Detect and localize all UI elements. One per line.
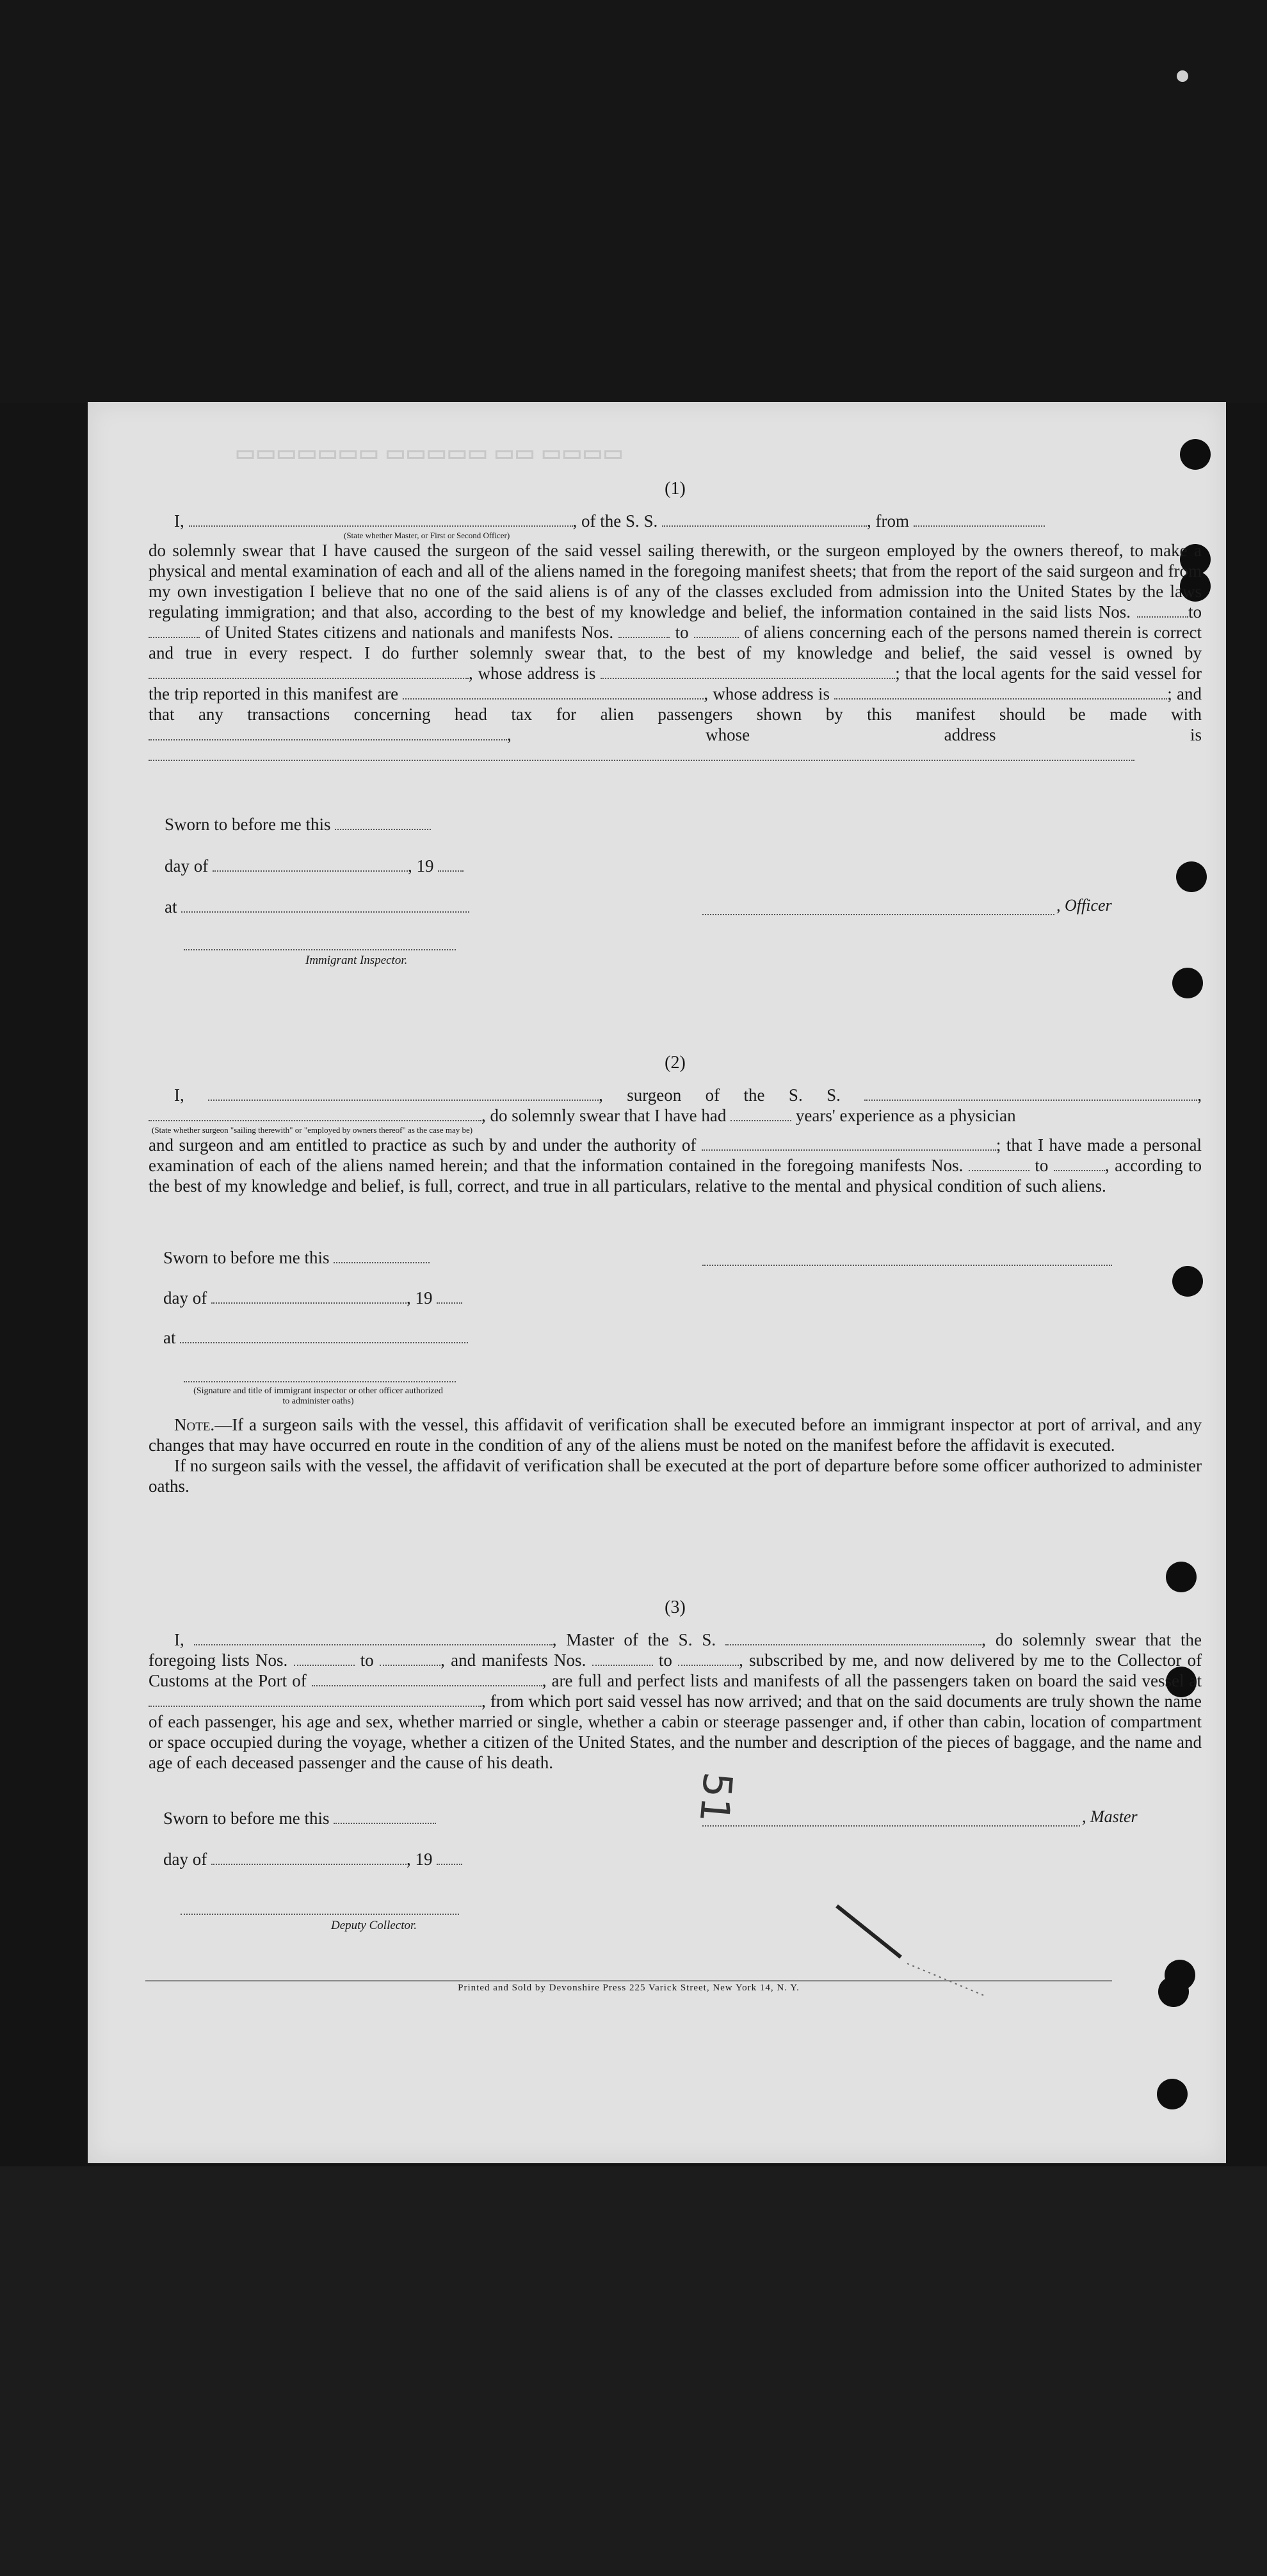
month-field[interactable] [211,1851,407,1865]
authority-field[interactable] [702,1137,996,1151]
to-label: to [1188,602,1202,621]
sworn-line-2 [163,1248,430,1268]
body-text: , are full and perfect lists and manifests of all the passengers taken on board the said vessel at [542,1671,1202,1690]
deputy-caption: Deputy Collector. [331,1919,417,1932]
section-number: (1) [665,479,686,499]
dust-speck [1177,70,1188,82]
footer-rule [145,1980,1112,1981]
section-2-surgeon-affidavit [149,1053,1202,1196]
body-text: that I have made a personal examination of each of the aliens named herein; and that the information contained in the foregoing manifests Nos. [149,1135,1202,1175]
label-i: I, [174,1085,184,1105]
owner-field[interactable] [149,665,469,679]
note-block [149,1414,1202,1496]
body-text: , from which [481,1692,571,1711]
punch-hole-icon [1176,861,1207,892]
to-label: to [360,1651,374,1670]
master-name-field[interactable] [189,513,573,527]
from-label: , from [867,511,909,531]
owner-address-field[interactable] [601,665,895,679]
body-text: , according to the best of my knowledge and belief, is full, correct, and true in all particulars, relative to the mental and physical condition of such aliens. [149,1156,1202,1196]
surgeon-vessel-field[interactable] [864,1087,1197,1101]
section-3-master-certificate [149,1597,1202,1773]
day-of-label: day of [163,1850,207,1869]
year-label: , 19 [406,1850,433,1869]
year-label: , 19 [407,856,434,876]
note-paragraph-1 [149,1414,1202,1455]
surgeon-status-field[interactable] [149,1107,481,1121]
sworn-day-field[interactable] [334,1249,430,1263]
place-field[interactable] [180,1329,468,1343]
body-text: do solemnly swear that I have caused the surgeon of the said vessel sailing therewith, or the surgeon employed by the owners thereof, to make a physical and mental examination of each and all of the aliens named in the foregoing manifest sheets; that from the report of the said surgeon and from my own investigation I believe that no one of the said aliens is of any of the classes excluded from admission into the United States by the laws regulating immigration; and that also, according to the best of my knowledge and belief, the information contained in the said lists Nos. [149,541,1202,621]
body-text: , and manifests Nos. [440,1651,586,1670]
from-port-field[interactable] [914,513,1045,527]
manifests-to-field[interactable] [678,1652,739,1666]
to-label: to [658,1651,672,1670]
lists-from-field[interactable] [294,1652,355,1666]
note-paragraph-2: If no surgeon sails with the vessel, the affidavit of verification shall be executed at the port of departure before some officer authorized to administer oaths. [149,1456,1202,1496]
section-number: (3) [665,1597,686,1617]
body-text: , subscribed by me, and now delivered by me to the Collector of Customs at the Port of [149,1651,1202,1690]
body-text: ; and that any transactions concerning head tax for alien passengers shown by this manifest should be made with [149,684,1202,724]
body-text: of United States citizens and nationals and manifests Nos. [205,623,614,642]
year-field[interactable] [437,1290,462,1304]
body-text: and surgeon and am entitled to practice as such by and under the authority of [149,1135,697,1155]
master-signature-line[interactable] [702,1825,1080,1827]
section-3-body [149,1629,1202,1773]
surgeon-manifests-from-field[interactable] [969,1157,1029,1171]
master-name-line [149,511,1202,531]
surgeon-signature-line[interactable] [702,1265,1112,1266]
section-1-master-affidavit [149,479,1202,765]
section-2-body: and surgeon and am entitled to practice as such by and under the authority of ; that I have made a personal examination of each of the aliens named herein; and that the information contained in the foregoing manifests Nos. to , according to the best of my knowledge and belief, is full, correct, and true in all particulars, relative to the mental and physical condition of such aliens. [149,1135,1202,1196]
body-text: that the local agents for the said vessel for the trip reported in this manifest are [149,664,1202,703]
month-field[interactable] [211,1290,407,1304]
lists-to-field[interactable] [149,624,200,638]
body-text: , do solemnly [981,1630,1086,1649]
surgeon-name-line: I, , surgeon of the S. S. , , do solemnly swear that I have had years' experience as a physician [149,1085,1202,1126]
lists-to-field[interactable] [380,1652,440,1666]
at-label: at [165,897,177,916]
body-text: years' experience as a physician [795,1106,1016,1125]
agents-address-field[interactable] [834,685,1167,700]
manifests-to-field[interactable] [694,624,739,638]
punch-hole-icon [1166,1562,1197,1592]
handwritten-number: 51 [690,1770,742,1825]
day-line-2 [163,1288,462,1308]
embark-port-field[interactable] [149,1693,481,1707]
vessel-label: , of the S. S. [572,511,658,531]
at-line-2 [163,1328,468,1348]
year-field[interactable] [437,1851,462,1865]
sworn-day-field[interactable] [335,816,431,830]
label-i: I, [174,511,184,531]
day-of-label: day of [165,856,209,876]
sworn-day-field[interactable] [334,1810,436,1824]
officer-label: , Officer [1056,896,1112,915]
surgeon-caption: (State whether surgeon "sailing therewith" or "employed by owners thereof" as the case may be) [152,1125,473,1135]
master-caption: (State whether Master, or First or Second Officer) [344,531,510,540]
scanner-background-bottom [0,2166,1267,2576]
head-tax-address-field[interactable] [149,747,1134,761]
body-text: swear that the foregoing lists Nos. [149,1630,1202,1670]
inspector-caption: Immigrant Inspector. [305,954,408,967]
surgeon-manifests-to-field[interactable] [1054,1157,1105,1171]
at-line-1 [165,897,469,917]
officer-signature-line[interactable] [702,914,1054,915]
surgeon-name-field[interactable] [208,1087,599,1101]
section-1-body: do solemnly swear that I have caused the surgeon of the said vessel sailing therewith, or the surgeon employed by the owners thereof, to make a physical and mental examination of each and all of the aliens named in the foregoing manifest sheets; that from the report of the said surgeon and from my own investigation I believe that no one of the said aliens is of any of the classes excluded from admission into the United States by the laws regulating immigration; and that also, according to the best of my knowledge and belief, the information contained in the said lists Nos. to of United States citizens and nationals and manifests Nos. to of aliens concerning each of the persons named therein is correct and true in every respect. I do further solemnly swear that, to the best of my knowledge and belief, the said vessel is owned by , whose address is ; that the local agents for the said vessel for the trip reported in this manifest are , whose address is ; and that any transactions concerning head tax for alien passengers shown by this manifest should be made with , whose address is [149,540,1202,765]
sworn-line-3 [163,1809,436,1828]
to-label: to [1035,1156,1049,1175]
address-label: , whose address is [507,725,1202,744]
officer-signature-line[interactable] [184,1381,456,1382]
agents-field[interactable] [403,685,704,700]
sworn-label: Sworn to before me this [163,1809,330,1828]
address-label: , whose address is [469,664,596,683]
master-name-field[interactable] [194,1631,553,1645]
inspector-signature-line[interactable] [184,949,456,950]
years-field[interactable] [730,1107,791,1121]
year-field[interactable] [438,858,464,872]
day-of-label: day of [163,1288,207,1308]
master-label: , Master [1082,1807,1138,1826]
punch-hole-icon [1180,439,1211,470]
body-text: port said vessel has now arrived; and that on the said documents are truly shown the name of each passenger, his age and sex, whether married or single, whether a cabin or steerage passenger and, if other than cabin, location of compartment or space occupied during the voyage, whether a citizen of the United States, and the number and description of the pieces of baggage, and the name and age of each deceased passenger and the cause of his death. [149,1692,1202,1772]
head-tax-field[interactable] [149,726,507,740]
label-i: I, [174,1630,184,1649]
note-label: Note. [174,1415,215,1434]
sworn-line-1 [165,815,431,835]
year-label: , 19 [406,1288,433,1308]
address-label: whose address is [713,684,830,703]
punch-hole-icon [1157,2079,1188,2109]
sworn-label: Sworn to before me this [165,815,331,834]
deputy-signature-line[interactable] [181,1914,459,1915]
punch-hole-icon [1158,1976,1189,2007]
printer-imprint: Printed and Sold by Devonshire Press 225 Varick Street, New York 14, N. Y. [458,1983,800,1993]
punch-hole-icon [1172,1266,1203,1297]
bleed-through-text: ▭▭▭▭ ▭▭ ▭▭▭▭▭ ▭▭▭▭▭▭▭ [235,441,624,465]
punch-hole-icon [1172,968,1203,998]
place-field[interactable] [181,899,469,913]
lists-from-field[interactable] [1137,604,1188,618]
surgeon-label: , surgeon of the S. S. [599,1085,841,1105]
to-label: to [675,623,689,642]
note-text: —If a surgeon sails with the vessel, this affidavit of verification shall be executed before an immigrant inspector at port of arrival, and any changes that may have occurred en route in the condition of any of the aliens must be noted on the manifest before the affidavit is executed. [149,1415,1202,1455]
body-text: of aliens concerning each of the persons named therein is correct and true in every respect. I do further solemnly swear that, to the best of my knowledge and belief, the said vessel is owned by [149,623,1202,662]
body-text: , do solemnly swear that I have had [481,1106,727,1125]
manifest-verification-page [88,402,1226,2163]
master-label: , Master of the S. S. [552,1630,716,1649]
at-label: at [163,1328,176,1347]
port-field[interactable] [312,1672,542,1686]
vessel-name-field[interactable] [725,1631,981,1645]
manifests-from-field[interactable] [592,1652,653,1666]
vessel-name-field[interactable] [662,513,867,527]
signature-caption: (Signature and title of immigrant inspector or other officer authorized to administer oaths) [193,1386,443,1406]
sworn-label: Sworn to before me this [163,1248,330,1267]
section-number: (2) [665,1053,686,1073]
manifests-from-field[interactable] [618,624,670,638]
month-field[interactable] [213,858,408,872]
day-line-1 [165,856,464,876]
day-line-3 [163,1850,462,1869]
scanner-background-top [0,0,1267,403]
